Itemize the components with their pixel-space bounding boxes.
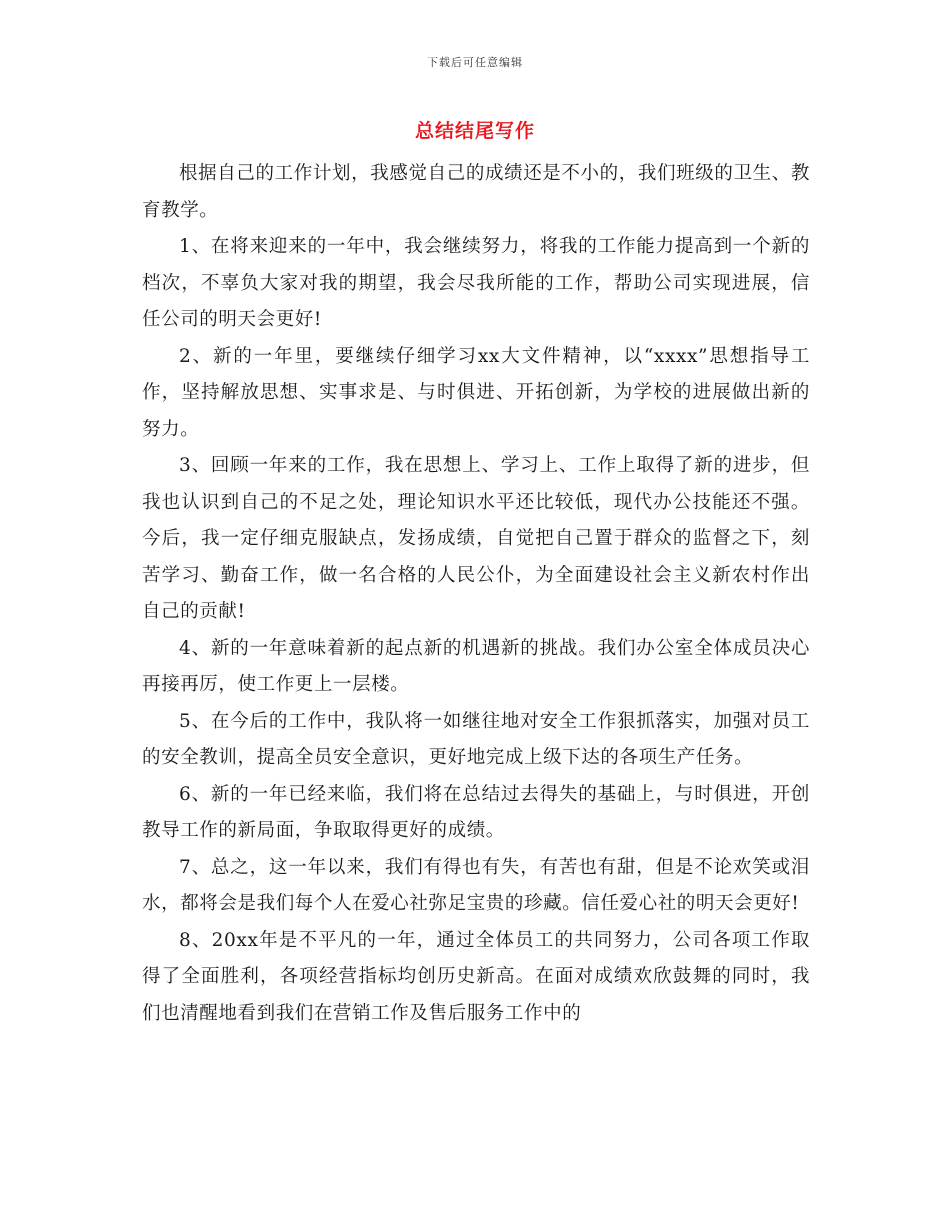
- paragraph-5: 5、在今后的工作中，我队将一如继往地对安全工作狠抓落实，加强对员工的安全教训，提高全员安全意识，更好地完成上级下达的各项生产任务。: [142, 710, 810, 768]
- paragraph-1: 1、在将来迎来的一年中，我会继续努力，将我的工作能力提高到一个新的档次，不辜负大家对我的期望，我会尽我所能的工作，帮助公司实现进展，信任公司的明天会更好!: [142, 236, 810, 330]
- paragraph-6: 6、新的一年已经来临，我们将在总结过去得失的基础上，与时俱进，开创教导工作的新局面，争取取得更好的成绩。: [142, 783, 810, 841]
- document-body: [142, 156, 810, 1032]
- page-header: 下载后可任意编辑: [427, 56, 523, 69]
- paragraph-8: 8、20xx年是不平凡的一年，通过全体员工的共同努力，公司各项工作取得了全面胜利，各项经营指标均创历史新高。在面对成绩欢欣鼓舞的同时，我们也清醒地看到我们在营销工作及售后服务工作中的: [142, 929, 810, 1024]
- document-title: 总结结尾写作: [414, 120, 535, 142]
- paragraph-4: 4、新的一年意味着新的起点新的机遇新的挑战。我们办公室全体成员决心再接再厉，使工作更上一层楼。: [142, 637, 810, 695]
- paragraph-7: 7、总之，这一年以来，我们有得也有失，有苦也有甜，但是不论欢笑或泪水，都将会是我们每个人在爱心社弥足宝贵的珍藏。信任爱心社的明天会更好!: [142, 856, 810, 914]
- paragraph-2: 2、新的一年里，要继续仔细学习xx大文件精神，以“xxxx”思想指导工作，坚持解放思想、实事求是、与时俱进、开拓创新，为学校的进展做出新的努力。: [142, 345, 810, 440]
- paragraph-intro: 根据自己的工作计划，我感觉自己的成绩还是不小的，我们班级的卫生、教育教学。: [142, 163, 810, 221]
- paragraph-3: 3、回顾一年来的工作，我在思想上、学习上、工作上取得了新的进步，但我也认识到自己的不足之处，理论知识水平还比较低，现代办公技能还不强。今后，我一定仔细克服缺点，发扬成绩，自觉把自己置于群众的监督之下，刻苦学习、勤奋工作，做一名合格的人民公仆，为全面建设社会主义新农村作出自己的贡献!: [142, 455, 810, 622]
